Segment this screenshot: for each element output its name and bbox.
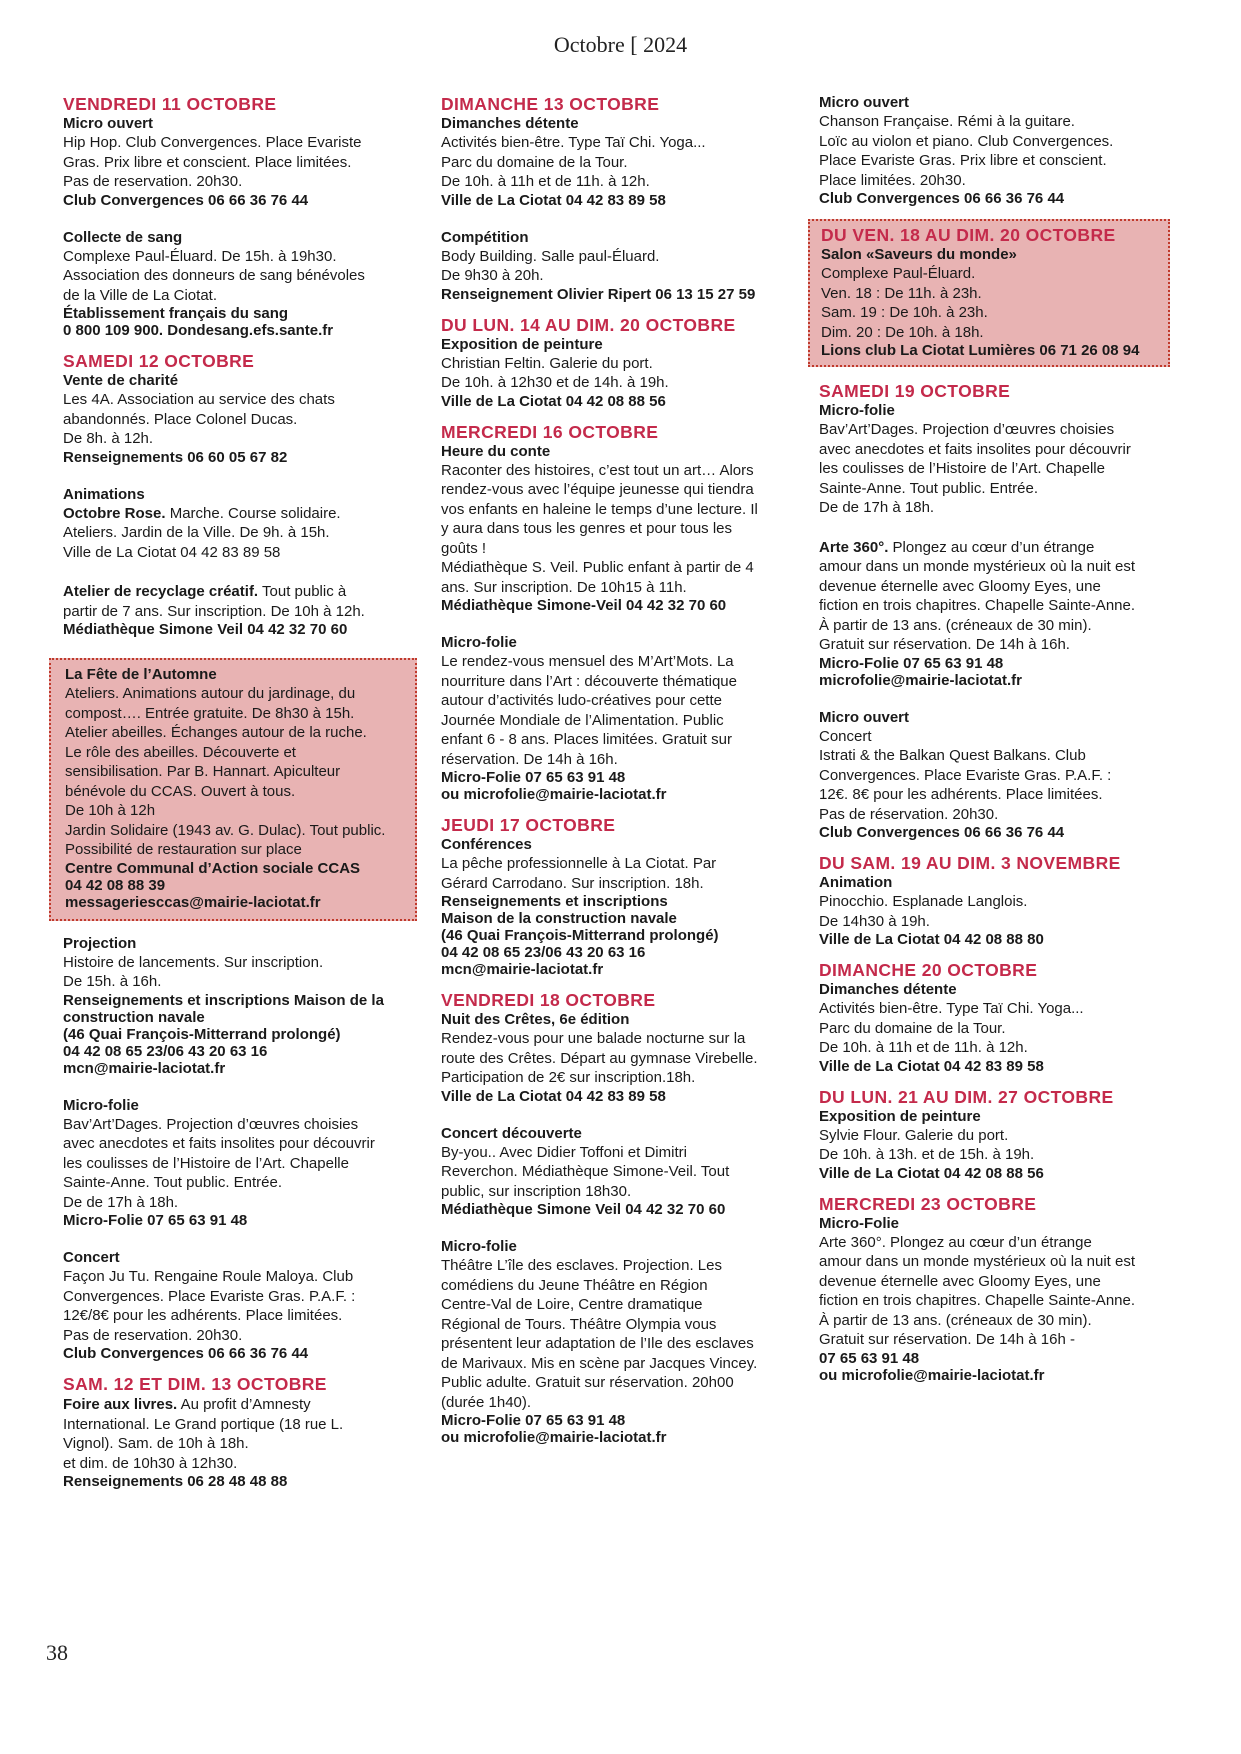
day-heading: SAMEDI 19 OCTOBRE	[819, 381, 1011, 401]
event-title: Dimanches détente	[819, 981, 957, 998]
event-contact: Micro-Folie 07 65 63 91 48	[63, 1212, 248, 1229]
event-contact: Renseignements et inscriptions Maison de la construction navale (46 Quai François-Mitterrand prolongé) 04 42 08 65 23/06 43 20 63 16 mcn@mairie-laciotat.fr	[441, 893, 719, 978]
event-body-text: Rendez-vous pour une balade nocturne sur la route des Crêtes. Départ au gymnase Virebelle. Participation de 2€ sur inscription.18h.	[441, 1030, 758, 1086]
event-description	[819, 727, 1159, 825]
event-description	[441, 1256, 781, 1412]
day-heading: DIMANCHE 13 OCTOBRE	[441, 94, 660, 114]
event-title: Exposition de peinture	[441, 335, 603, 353]
event-title: Collecte de sang	[63, 228, 183, 246]
event-item	[819, 1108, 1159, 1182]
event-description	[441, 461, 781, 598]
event-contact: Club Convergences 06 66 36 76 44	[63, 1345, 309, 1362]
day-block	[819, 94, 1159, 207]
event-title: Dimanches détente	[441, 115, 579, 132]
event-body-text: Façon Ju Tu. Rengaine Roule Maloya. Club Convergences. Place Evariste Gras. P.A.F. : 12€/8€ pour les adhérents. Place limitées. Pas de reservation. 20h30.	[63, 1268, 356, 1344]
event-item	[63, 372, 403, 466]
column-right	[819, 94, 1159, 1396]
event-description	[441, 354, 781, 393]
day-block	[819, 381, 1159, 841]
day-block	[441, 315, 781, 410]
day-block	[819, 853, 1159, 948]
event-description	[441, 1143, 781, 1202]
event-body-text: La pêche professionnelle à La Ciotat. Par Gérard Carrodano. Sur inscription. 18h.	[441, 855, 717, 892]
event-title: Salon «Saveurs du monde»	[821, 246, 1017, 263]
event-title: Micro ouvert	[819, 708, 910, 726]
day-heading: DU VEN. 18 AU DIM. 20 OCTOBRE	[821, 225, 1116, 245]
day-block	[441, 94, 781, 303]
event-title: Nuit des Crêtes, 6e édition	[441, 1011, 630, 1028]
event-description	[819, 892, 1159, 931]
event-item	[441, 229, 781, 303]
event-title: Micro ouvert	[63, 115, 154, 132]
event-item	[821, 246, 1157, 359]
event-contact: Micro-Folie 07 65 63 91 48 ou microfolie@mairie-laciotat.fr	[441, 1412, 667, 1446]
day-heading: DU SAM. 19 AU DIM. 3 NOVEMBRE	[819, 853, 1121, 873]
event-title: Conférences	[441, 836, 532, 853]
event-title: Micro-folie	[441, 1238, 517, 1255]
page-header: Octobre [ 2024	[553, 32, 688, 57]
event-item	[63, 115, 403, 209]
event-contact: Renseignement Olivier Ripert 06 13 15 27 59	[441, 285, 756, 303]
day-heading: JEUDI 17 OCTOBRE	[441, 815, 616, 835]
day-heading: MERCREDI 23 OCTOBRE	[819, 1193, 1037, 1214]
event-title: Animation	[819, 874, 893, 891]
day-block	[63, 351, 403, 1362]
event-lead: Octobre Rose.	[63, 504, 166, 522]
event-item	[441, 634, 781, 803]
event-description	[63, 504, 403, 563]
event-body-text: Complexe Paul-Éluard. Ven. 18 : De 11h. à 23h. Sam. 19 : De 10h. à 23h. Dim. 20 : De 10h. à 18h.	[821, 265, 988, 341]
event-lead: Atelier de recyclage créatif.	[63, 583, 259, 600]
event-description	[441, 1029, 781, 1088]
event-item	[819, 94, 1159, 207]
event-contact: Club Convergences 06 66 36 76 44	[819, 190, 1065, 207]
event-body-text: Au profit d’Amnesty International. Le Grand portique (18 rue L. Vignol). Sam. de 10h à 18h. et dim. de 10h30 à 12h30.	[63, 1396, 344, 1472]
event-contact: Ville de La Ciotat 04 42 08 88 56	[819, 1164, 1044, 1182]
event-contact: Club Convergences 06 66 36 76 44	[819, 824, 1065, 841]
event-item	[63, 1395, 403, 1490]
event-title: Projection	[63, 934, 137, 952]
event-title: Micro-folie	[441, 634, 517, 651]
event-description	[63, 1395, 403, 1473]
event-body-text: Ateliers. Animations autour du jardinage, du compost…. Entrée gratuite. De 8h30 à 15h. Atelier abeilles. Échanges autour de la ruche. Le rôle des abeilles. Découverte et sensibilisation. Par B. Hannart. Apiculteur bénévole du CCAS. Ouvert à tous. De 10h à 12h Jardin Solidaire (1943 av. G. Dulac). Tout public. Possibilité de restauration sur place	[65, 685, 386, 858]
event-body-text: Raconter des histoires, c’est tout un art… Alors rendez-vous avec l’équipe jeunesse qui tiendra vos enfants en haleine le temps d’une lecture. Il y aura dans tous les genres et pour tous les goûts ! Médiathèque S. Veil. Public enfant à partir de 4 ans. Sur inscription. De 10h15 à 11h.	[441, 461, 758, 596]
event-contact: Ville de La Ciotat 04 42 08 88 56	[441, 392, 666, 410]
day-heading: DU LUN. 14 AU DIM. 20 OCTOBRE	[441, 314, 736, 335]
event-item	[63, 1097, 403, 1230]
event-item	[819, 981, 1159, 1075]
day-block	[63, 1374, 403, 1490]
event-description	[65, 684, 401, 860]
event-body-text: Marche. Course solidaire. Ateliers. Jardin de la Ville. De 9h. à 15h. Ville de La Ciotat 04 42 83 89 58	[63, 504, 341, 561]
event-item	[63, 935, 403, 1077]
event-item	[441, 115, 781, 209]
event-item	[441, 1011, 781, 1105]
event-item	[819, 402, 1159, 518]
event-contact: Établissement français du sang 0 800 109 900. Dondesang.efs.sante.fr	[63, 305, 334, 339]
event-description	[819, 420, 1159, 518]
day-block	[441, 815, 781, 978]
event-contact: Renseignements 06 60 05 67 82	[63, 448, 288, 466]
column-left	[63, 94, 403, 1502]
event-contact: Ville de La Ciotat 04 42 83 89 58	[819, 1057, 1044, 1075]
day-heading: DU LUN. 21 AU DIM. 27 OCTOBRE	[819, 1086, 1114, 1107]
day-heading: VENDREDI 11 OCTOBRE	[63, 94, 277, 114]
event-item	[441, 836, 781, 978]
day-heading: SAM. 12 ET DIM. 13 OCTOBRE	[63, 1374, 327, 1394]
highlight-day-block	[808, 219, 1170, 367]
day-heading: MERCREDI 16 OCTOBRE	[441, 421, 659, 442]
event-title: Micro-folie	[63, 1096, 139, 1114]
event-title: Animations	[63, 485, 145, 503]
event-body-text: Sylvie Flour. Galerie du port. De 10h. à 13h. et de 15h. à 19h.	[819, 1126, 1035, 1163]
event-item	[441, 1125, 781, 1219]
event-contact: Ville de La Ciotat 04 42 83 89 58	[441, 1087, 666, 1105]
event-body-text: Tout public à partir de 7 ans. Sur inscription. De 10h à 12h.	[63, 583, 365, 620]
event-description	[821, 264, 1157, 342]
event-title: Concert	[63, 1249, 120, 1266]
event-description	[441, 247, 781, 286]
day-block	[441, 422, 781, 804]
event-body-text: Plongez au cœur d’un étrange amour dans un monde mystérieux où la nuit est devenue éternelle avec Gloomy Eyes, une fiction en trois chapitres. Chapelle Sainte-Anne. À partir de 13 ans. (créneaux de 30 min). Gratuit sur réservation. De 14h à 16h.	[819, 538, 1136, 653]
day-block	[63, 94, 403, 339]
event-contact: Renseignements et inscriptions Maison de la construction navale (46 Quai François-Mitterrand prolongé) 04 42 08 65 23/06 43 20 63 16 mcn@mairie-laciotat.fr	[63, 991, 384, 1077]
event-item	[819, 874, 1159, 948]
event-body-text: Pinocchio. Esplanade Langlois. De 14h30 à 19h.	[819, 893, 1028, 930]
event-contact: Lions club La Ciotat Lumières 06 71 26 08 94	[821, 342, 1140, 359]
column-middle	[441, 94, 781, 1458]
event-description	[63, 953, 403, 992]
highlight-event	[49, 658, 417, 921]
event-title: Micro-Folie	[819, 1214, 900, 1232]
event-description	[63, 133, 403, 192]
event-body-text: Chanson Française. Rémi à la guitare. Loïc au violon et piano. Club Convergences. Place Evariste Gras. Prix libre et conscient. Place limitées. 20h30.	[819, 113, 1114, 189]
event-title: Micro ouvert	[819, 94, 910, 111]
event-contact: Médiathèque Simone Veil 04 42 32 70 60	[441, 1201, 726, 1218]
event-contact: Ville de La Ciotat 04 42 08 88 80	[819, 931, 1044, 948]
event-body-text: Concert Istrati & the Balkan Quest Balkans. Club Convergences. Place Evariste Gras. P.A.F. : 12€. 8€ pour les adhérents. Place limitées. Pas de réservation. 20h30.	[819, 727, 1112, 823]
event-item	[63, 229, 403, 340]
event-description	[819, 1126, 1159, 1165]
page-number: 38	[46, 1640, 68, 1665]
event-description	[441, 854, 781, 893]
event-title: Vente de charité	[63, 372, 179, 389]
day-heading: VENDREDI 18 OCTOBRE	[441, 990, 656, 1010]
event-body-text: Bav’Art’Dages. Projection d’œuvres choisies avec anecdotes et faits insolites pour découvrir les coulisses de l’Histoire de l’Art. Chapelle Sainte-Anne. Tout public. Entrée. De de 17h à 18h.	[63, 1115, 375, 1211]
event-item	[819, 1215, 1159, 1384]
event-lead: Arte 360°.	[819, 538, 889, 556]
event-description	[819, 538, 1159, 655]
event-body-text: Hip Hop. Club Convergences. Place Evariste Gras. Prix libre et conscient. Place limitées. Pas de reservation. 20h30.	[63, 134, 362, 190]
event-body-text: Bav’Art’Dages. Projection d’œuvres choisies avec anecdotes et faits insolites pour découvrir les coulisses de l’Histoire de l’Art. Chapelle Sainte-Anne. Tout public. Entrée. De de 17h à 18h.	[819, 421, 1131, 516]
event-lead: Foire aux livres.	[63, 1396, 178, 1413]
event-contact: Renseignements 06 28 48 48 88	[63, 1473, 288, 1490]
day-block	[819, 1194, 1159, 1384]
event-description	[819, 112, 1159, 190]
event-body-text: Body Building. Salle paul-Éluard. De 9h30 à 20h.	[441, 247, 660, 284]
event-item	[819, 709, 1159, 842]
event-body-text: Activités bien-être. Type Taï Chi. Yoga... Parc du domaine de la Tour. De 10h. à 11h et de 11h. à 12h.	[819, 1000, 1084, 1056]
event-description	[63, 1115, 403, 1213]
event-title: Compétition	[441, 228, 529, 246]
event-description	[63, 1267, 403, 1345]
event-title: Exposition de peinture	[819, 1107, 981, 1125]
event-description	[819, 999, 1159, 1058]
day-heading: DIMANCHE 20 OCTOBRE	[819, 960, 1038, 980]
event-contact: Ville de La Ciotat 04 42 83 89 58	[441, 191, 666, 209]
event-body-text: Christian Feltin. Galerie du port. De 10h. à 12h30 et de 14h. à 19h.	[441, 354, 669, 391]
event-body-text: Arte 360°. Plongez au cœur d’un étrange amour dans un monde mystérieux où la nuit est devenue éternelle avec Gloomy Eyes, une fiction en trois chapitres. Chapelle Sainte-Anne. À partir de 13 ans. (créneaux de 30 min). Gratuit sur réservation. De 14h à 16h -	[819, 1233, 1136, 1348]
event-item	[441, 443, 781, 615]
event-item	[819, 538, 1159, 689]
event-body-text: Activités bien-être. Type Taï Chi. Yoga... Parc du domaine de la Tour. De 10h. à 11h et de 11h. à 12h.	[441, 134, 706, 190]
event-body-text: Le rendez-vous mensuel des M’Art’Mots. La nourriture dans l’Art : découverte thématique autour d’activités ludo-créatives pour cette Journée Mondiale de l’Alimentation. Public enfant 6 - 8 ans. Places limitées. Gratuit sur réservation. De 14h à 16h.	[441, 653, 737, 768]
event-title: Concert découverte	[441, 1124, 582, 1142]
event-description	[441, 133, 781, 192]
event-description	[441, 652, 781, 769]
event-title: Micro-folie	[819, 402, 895, 419]
event-item	[63, 582, 403, 638]
day-block	[441, 990, 781, 1446]
day-block	[819, 960, 1159, 1075]
event-contact: Micro-Folie 07 65 63 91 48 microfolie@mairie-laciotat.fr	[819, 654, 1023, 689]
event-description	[63, 390, 403, 449]
event-body-text: Complexe Paul-Éluard. De 15h. à 19h30. Association des donneurs de sang bénévoles de la Ville de La Ciotat.	[63, 247, 365, 304]
event-description	[819, 1233, 1159, 1350]
event-contact: Centre Communal d’Action sociale CCAS 04 42 08 88 39 messageriesccas@mairie-laciotat.fr	[65, 859, 361, 911]
event-body-text: Les 4A. Association au service des chats abandonnés. Place Colonel Ducas. De 8h. à 12h.	[63, 391, 335, 447]
event-title: La Fête de l’Automne	[65, 666, 217, 683]
event-item	[63, 1249, 403, 1362]
event-contact: Micro-Folie 07 65 63 91 48 ou microfolie@mairie-laciotat.fr	[441, 769, 667, 803]
event-item	[441, 1238, 781, 1446]
event-contact: Médiathèque Simone-Veil 04 42 32 70 60	[441, 597, 727, 614]
event-description	[63, 247, 403, 306]
event-body-text: Théâtre L’île des esclaves. Projection. Les comédiens du Jeune Théâtre en Région Centre-Val de Loire, Centre dramatique Régional de Tours. Théâtre Olympia vous présentent leur adaptation de l’Ile des esclaves de Marivaux. Mis en scène par Jacques Vincey. Public adulte. Gratuit sur réservation. 20h00 (durée 1h40).	[441, 1257, 758, 1411]
event-contact: Médiathèque Simone Veil 04 42 32 70 60	[63, 621, 348, 638]
event-body-text: Histoire de lancements. Sur inscription. De 15h. à 16h.	[63, 953, 324, 990]
event-item	[63, 486, 403, 563]
event-contact: 07 65 63 91 48 ou microfolie@mairie-laciotat.fr	[819, 1349, 1045, 1384]
event-description	[63, 582, 403, 621]
day-block	[819, 1087, 1159, 1182]
event-item	[441, 336, 781, 410]
event-title: Heure du conte	[441, 442, 551, 460]
event-body-text: By-you.. Avec Didier Toffoni et Dimitri Reverchon. Médiathèque Simone-Veil. Tout public, sur inscription 18h30.	[441, 1143, 730, 1200]
event-contact: Club Convergences 06 66 36 76 44	[63, 191, 309, 209]
day-heading: SAMEDI 12 OCTOBRE	[63, 351, 255, 371]
